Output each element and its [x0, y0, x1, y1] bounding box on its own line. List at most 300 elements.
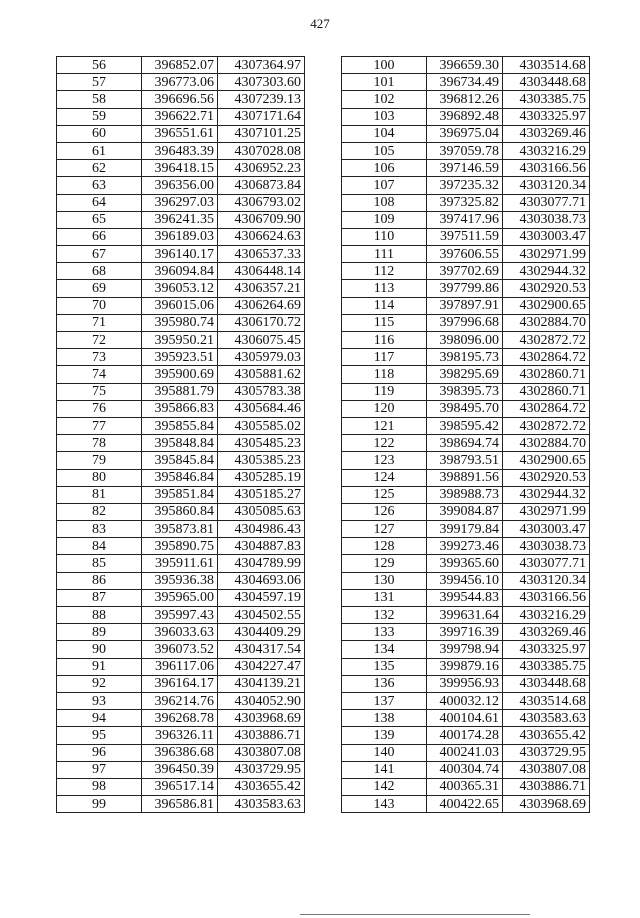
x-coordinate-cell: 398891.56	[427, 469, 503, 486]
y-coordinate-cell: 4306170.72	[218, 314, 305, 331]
table-row	[57, 452, 305, 469]
point-number-cell: 120	[342, 400, 427, 417]
x-coordinate-cell: 400174.28	[427, 727, 503, 744]
point-number-cell: 107	[342, 177, 427, 194]
point-number-cell: 111	[342, 246, 427, 263]
y-coordinate-cell: 4305085.63	[218, 503, 305, 520]
table-row	[342, 572, 590, 589]
x-coordinate-cell: 395860.84	[142, 503, 218, 520]
point-number-cell: 104	[342, 125, 427, 142]
table-row	[57, 366, 305, 383]
x-coordinate-cell: 396033.63	[142, 624, 218, 641]
table-row	[57, 228, 305, 245]
point-number-cell: 63	[57, 177, 142, 194]
table-row	[57, 675, 305, 692]
point-number-cell: 84	[57, 538, 142, 555]
y-coordinate-cell: 4303385.75	[503, 91, 590, 108]
point-number-cell: 61	[57, 142, 142, 159]
x-coordinate-cell: 397897.91	[427, 297, 503, 314]
point-number-cell: 64	[57, 194, 142, 211]
x-coordinate-cell: 399798.94	[427, 641, 503, 658]
x-coordinate-cell: 396241.35	[142, 211, 218, 228]
point-number-cell: 122	[342, 435, 427, 452]
y-coordinate-cell: 4303120.34	[503, 177, 590, 194]
point-number-cell: 93	[57, 692, 142, 709]
table-row	[57, 125, 305, 142]
y-coordinate-cell: 4307303.60	[218, 74, 305, 91]
y-coordinate-cell: 4303325.97	[503, 108, 590, 125]
point-number-cell: 110	[342, 228, 427, 245]
table-row	[57, 778, 305, 795]
y-coordinate-cell: 4302872.72	[503, 332, 590, 349]
y-coordinate-cell: 4305185.27	[218, 486, 305, 503]
y-coordinate-cell: 4302900.65	[503, 452, 590, 469]
point-number-cell: 77	[57, 417, 142, 434]
x-coordinate-cell: 398395.73	[427, 383, 503, 400]
x-coordinate-cell: 396852.07	[142, 57, 218, 74]
table-row	[342, 280, 590, 297]
y-coordinate-cell: 4303120.34	[503, 572, 590, 589]
table-row	[342, 727, 590, 744]
table-row	[57, 469, 305, 486]
table-row	[342, 400, 590, 417]
point-number-cell: 75	[57, 383, 142, 400]
table-row	[342, 692, 590, 709]
y-coordinate-cell: 4303038.73	[503, 538, 590, 555]
point-number-cell: 132	[342, 607, 427, 624]
point-number-cell: 91	[57, 658, 142, 675]
point-number-cell: 100	[342, 57, 427, 74]
x-coordinate-cell: 398694.74	[427, 435, 503, 452]
point-number-cell: 138	[342, 710, 427, 727]
x-coordinate-cell: 395923.51	[142, 349, 218, 366]
table-row	[342, 503, 590, 520]
x-coordinate-cell: 398096.00	[427, 332, 503, 349]
x-coordinate-cell: 399456.10	[427, 572, 503, 589]
x-coordinate-cell: 396622.71	[142, 108, 218, 125]
x-coordinate-cell: 395936.38	[142, 572, 218, 589]
table-row	[57, 589, 305, 606]
table-row	[57, 658, 305, 675]
y-coordinate-cell: 4305979.03	[218, 349, 305, 366]
y-coordinate-cell: 4302944.32	[503, 263, 590, 280]
x-coordinate-cell: 395900.69	[142, 366, 218, 383]
point-number-cell: 65	[57, 211, 142, 228]
point-number-cell: 113	[342, 280, 427, 297]
x-coordinate-cell: 397702.69	[427, 263, 503, 280]
point-number-cell: 69	[57, 280, 142, 297]
x-coordinate-cell: 396812.26	[427, 91, 503, 108]
x-coordinate-cell: 399716.39	[427, 624, 503, 641]
point-number-cell: 135	[342, 658, 427, 675]
table-row	[57, 263, 305, 280]
table-row	[342, 778, 590, 795]
point-number-cell: 66	[57, 228, 142, 245]
y-coordinate-cell: 4305881.62	[218, 366, 305, 383]
table-row	[57, 160, 305, 177]
point-number-cell: 57	[57, 74, 142, 91]
table-row	[57, 710, 305, 727]
point-number-cell: 76	[57, 400, 142, 417]
y-coordinate-cell: 4303886.71	[503, 778, 590, 795]
x-coordinate-cell: 397799.86	[427, 280, 503, 297]
y-coordinate-cell: 4302864.72	[503, 400, 590, 417]
table-row	[342, 417, 590, 434]
table-row	[342, 211, 590, 228]
y-coordinate-cell: 4302860.71	[503, 383, 590, 400]
y-coordinate-cell: 4304409.29	[218, 624, 305, 641]
table-row	[342, 796, 590, 813]
y-coordinate-cell: 4302920.53	[503, 469, 590, 486]
y-coordinate-cell: 4302920.53	[503, 280, 590, 297]
x-coordinate-cell: 397325.82	[427, 194, 503, 211]
table-row	[342, 366, 590, 383]
x-coordinate-cell: 398295.69	[427, 366, 503, 383]
point-number-cell: 106	[342, 160, 427, 177]
point-number-cell: 60	[57, 125, 142, 142]
table-row	[57, 572, 305, 589]
x-coordinate-cell: 395866.83	[142, 400, 218, 417]
y-coordinate-cell: 4307171.64	[218, 108, 305, 125]
x-coordinate-cell: 396696.56	[142, 91, 218, 108]
table-row	[342, 91, 590, 108]
x-coordinate-cell: 396189.03	[142, 228, 218, 245]
table-row	[57, 538, 305, 555]
point-number-cell: 80	[57, 469, 142, 486]
x-coordinate-cell: 396551.61	[142, 125, 218, 142]
table-row	[342, 194, 590, 211]
x-coordinate-cell: 395965.00	[142, 589, 218, 606]
y-coordinate-cell: 4306264.69	[218, 297, 305, 314]
x-coordinate-cell: 396734.49	[427, 74, 503, 91]
y-coordinate-cell: 4303729.95	[218, 761, 305, 778]
point-number-cell: 90	[57, 641, 142, 658]
y-coordinate-cell: 4302864.72	[503, 349, 590, 366]
table-row	[342, 297, 590, 314]
table-row	[57, 108, 305, 125]
y-coordinate-cell: 4302860.71	[503, 366, 590, 383]
coordinates-table-right	[341, 56, 590, 813]
y-coordinate-cell: 4302884.70	[503, 435, 590, 452]
x-coordinate-cell: 399084.87	[427, 503, 503, 520]
point-number-cell: 74	[57, 366, 142, 383]
table-row	[342, 521, 590, 538]
x-coordinate-cell: 396140.17	[142, 246, 218, 263]
x-coordinate-cell: 396297.03	[142, 194, 218, 211]
y-coordinate-cell: 4303385.75	[503, 658, 590, 675]
table-row	[342, 383, 590, 400]
table-row	[57, 796, 305, 813]
x-coordinate-cell: 397146.59	[427, 160, 503, 177]
point-number-cell: 143	[342, 796, 427, 813]
x-coordinate-cell: 396015.06	[142, 297, 218, 314]
table-row	[342, 538, 590, 555]
point-number-cell: 67	[57, 246, 142, 263]
point-number-cell: 97	[57, 761, 142, 778]
y-coordinate-cell: 4303514.68	[503, 692, 590, 709]
y-coordinate-cell: 4305684.46	[218, 400, 305, 417]
point-number-cell: 78	[57, 435, 142, 452]
point-number-cell: 88	[57, 607, 142, 624]
x-coordinate-cell: 396450.39	[142, 761, 218, 778]
x-coordinate-cell: 400241.03	[427, 744, 503, 761]
y-coordinate-cell: 4306873.84	[218, 177, 305, 194]
point-number-cell: 124	[342, 469, 427, 486]
x-coordinate-cell: 395848.84	[142, 435, 218, 452]
y-coordinate-cell: 4303807.08	[503, 761, 590, 778]
x-coordinate-cell: 400032.12	[427, 692, 503, 709]
point-number-cell: 134	[342, 641, 427, 658]
x-coordinate-cell: 395997.43	[142, 607, 218, 624]
table-row	[57, 692, 305, 709]
table-row	[57, 142, 305, 159]
x-coordinate-cell: 400422.65	[427, 796, 503, 813]
point-number-cell: 71	[57, 314, 142, 331]
y-coordinate-cell: 4302971.99	[503, 503, 590, 520]
table-row	[342, 314, 590, 331]
x-coordinate-cell: 398195.73	[427, 349, 503, 366]
point-number-cell: 62	[57, 160, 142, 177]
x-coordinate-cell: 398495.70	[427, 400, 503, 417]
table-row	[342, 177, 590, 194]
table-row	[342, 607, 590, 624]
x-coordinate-cell: 395890.75	[142, 538, 218, 555]
x-coordinate-cell: 396483.39	[142, 142, 218, 159]
y-coordinate-cell: 4303886.71	[218, 727, 305, 744]
x-coordinate-cell: 396356.00	[142, 177, 218, 194]
y-coordinate-cell: 4303077.71	[503, 555, 590, 572]
x-coordinate-cell: 396659.30	[427, 57, 503, 74]
y-coordinate-cell: 4306357.21	[218, 280, 305, 297]
table-row	[57, 91, 305, 108]
x-coordinate-cell: 395855.84	[142, 417, 218, 434]
page-number: 427	[310, 16, 330, 31]
x-coordinate-cell: 396586.81	[142, 796, 218, 813]
point-number-cell: 82	[57, 503, 142, 520]
table-row	[57, 435, 305, 452]
x-coordinate-cell: 395846.84	[142, 469, 218, 486]
table-row	[57, 74, 305, 91]
table-row	[342, 349, 590, 366]
table-row	[57, 744, 305, 761]
x-coordinate-cell: 398988.73	[427, 486, 503, 503]
x-coordinate-cell: 397059.78	[427, 142, 503, 159]
y-coordinate-cell: 4303003.47	[503, 521, 590, 538]
y-coordinate-cell: 4303583.63	[218, 796, 305, 813]
x-coordinate-cell: 396117.06	[142, 658, 218, 675]
table-row	[57, 211, 305, 228]
table-row	[57, 349, 305, 366]
x-coordinate-cell: 400104.61	[427, 710, 503, 727]
x-coordinate-cell: 395851.84	[142, 486, 218, 503]
x-coordinate-cell: 399179.84	[427, 521, 503, 538]
y-coordinate-cell: 4305285.19	[218, 469, 305, 486]
point-number-cell: 87	[57, 589, 142, 606]
y-coordinate-cell: 4304227.47	[218, 658, 305, 675]
table-row	[57, 297, 305, 314]
point-number-cell: 127	[342, 521, 427, 538]
x-coordinate-cell: 396517.14	[142, 778, 218, 795]
y-coordinate-cell: 4303968.69	[503, 796, 590, 813]
x-coordinate-cell: 399956.93	[427, 675, 503, 692]
point-number-cell: 105	[342, 142, 427, 159]
table-row	[342, 658, 590, 675]
y-coordinate-cell: 4303166.56	[503, 160, 590, 177]
x-coordinate-cell: 395980.74	[142, 314, 218, 331]
point-number-cell: 121	[342, 417, 427, 434]
y-coordinate-cell: 4303448.68	[503, 675, 590, 692]
point-number-cell: 128	[342, 538, 427, 555]
point-number-cell: 81	[57, 486, 142, 503]
x-coordinate-cell: 396326.11	[142, 727, 218, 744]
y-coordinate-cell: 4303514.68	[503, 57, 590, 74]
table-row	[57, 314, 305, 331]
x-coordinate-cell: 397996.68	[427, 314, 503, 331]
point-number-cell: 102	[342, 91, 427, 108]
point-number-cell: 118	[342, 366, 427, 383]
table-row	[57, 332, 305, 349]
table-row	[342, 675, 590, 692]
table-row	[57, 383, 305, 400]
y-coordinate-cell: 4306448.14	[218, 263, 305, 280]
table-row	[342, 744, 590, 761]
x-coordinate-cell: 395873.81	[142, 521, 218, 538]
table-row	[342, 142, 590, 159]
x-coordinate-cell: 396892.48	[427, 108, 503, 125]
y-coordinate-cell: 4304597.19	[218, 589, 305, 606]
table-row	[57, 555, 305, 572]
y-coordinate-cell: 4303655.42	[218, 778, 305, 795]
table-row	[342, 761, 590, 778]
point-number-cell: 112	[342, 263, 427, 280]
y-coordinate-cell: 4303216.29	[503, 142, 590, 159]
y-coordinate-cell: 4307028.08	[218, 142, 305, 159]
y-coordinate-cell: 4303003.47	[503, 228, 590, 245]
y-coordinate-cell: 4302944.32	[503, 486, 590, 503]
point-number-cell: 70	[57, 297, 142, 314]
point-number-cell: 83	[57, 521, 142, 538]
point-number-cell: 73	[57, 349, 142, 366]
y-coordinate-cell: 4304986.43	[218, 521, 305, 538]
point-number-cell: 123	[342, 452, 427, 469]
point-number-cell: 108	[342, 194, 427, 211]
y-coordinate-cell: 4302884.70	[503, 314, 590, 331]
point-number-cell: 98	[57, 778, 142, 795]
y-coordinate-cell: 4306952.23	[218, 160, 305, 177]
table-row	[342, 452, 590, 469]
point-number-cell: 115	[342, 314, 427, 331]
point-number-cell: 129	[342, 555, 427, 572]
point-number-cell: 126	[342, 503, 427, 520]
x-coordinate-cell: 397511.59	[427, 228, 503, 245]
y-coordinate-cell: 4305585.02	[218, 417, 305, 434]
y-coordinate-cell: 4302872.72	[503, 417, 590, 434]
point-number-cell: 94	[57, 710, 142, 727]
point-number-cell: 89	[57, 624, 142, 641]
y-coordinate-cell: 4302971.99	[503, 246, 590, 263]
table-row	[57, 641, 305, 658]
x-coordinate-cell: 396975.04	[427, 125, 503, 142]
x-coordinate-cell: 395950.21	[142, 332, 218, 349]
x-coordinate-cell: 396073.52	[142, 641, 218, 658]
point-number-cell: 131	[342, 589, 427, 606]
x-coordinate-cell: 396164.17	[142, 675, 218, 692]
table-row	[57, 607, 305, 624]
y-coordinate-cell: 4303655.42	[503, 727, 590, 744]
table-row	[57, 624, 305, 641]
x-coordinate-cell: 400365.31	[427, 778, 503, 795]
point-number-cell: 99	[57, 796, 142, 813]
table-row	[342, 74, 590, 91]
y-coordinate-cell: 4304139.21	[218, 675, 305, 692]
y-coordinate-cell: 4304887.83	[218, 538, 305, 555]
table-row	[57, 417, 305, 434]
point-number-cell: 85	[57, 555, 142, 572]
coordinates-table-left	[56, 56, 305, 813]
x-coordinate-cell: 399273.46	[427, 538, 503, 555]
table-row	[57, 57, 305, 74]
x-coordinate-cell: 396053.12	[142, 280, 218, 297]
table-row	[57, 280, 305, 297]
y-coordinate-cell: 4303448.68	[503, 74, 590, 91]
x-coordinate-cell: 398595.42	[427, 417, 503, 434]
x-coordinate-cell: 395911.61	[142, 555, 218, 572]
y-coordinate-cell: 4307364.97	[218, 57, 305, 74]
y-coordinate-cell: 4305385.23	[218, 452, 305, 469]
point-number-cell: 116	[342, 332, 427, 349]
point-number-cell: 95	[57, 727, 142, 744]
point-number-cell: 130	[342, 572, 427, 589]
point-number-cell: 92	[57, 675, 142, 692]
point-number-cell: 125	[342, 486, 427, 503]
point-number-cell: 56	[57, 57, 142, 74]
y-coordinate-cell: 4303729.95	[503, 744, 590, 761]
table-row	[57, 246, 305, 263]
x-coordinate-cell: 399365.60	[427, 555, 503, 572]
table-row	[57, 486, 305, 503]
y-coordinate-cell: 4303269.46	[503, 125, 590, 142]
point-number-cell: 103	[342, 108, 427, 125]
y-coordinate-cell: 4304317.54	[218, 641, 305, 658]
table-row	[342, 125, 590, 142]
x-coordinate-cell: 399631.64	[427, 607, 503, 624]
y-coordinate-cell: 4303807.08	[218, 744, 305, 761]
y-coordinate-cell: 4307101.25	[218, 125, 305, 142]
y-coordinate-cell: 4304502.55	[218, 607, 305, 624]
table-row	[342, 641, 590, 658]
y-coordinate-cell: 4307239.13	[218, 91, 305, 108]
point-number-cell: 140	[342, 744, 427, 761]
point-number-cell: 72	[57, 332, 142, 349]
point-number-cell: 141	[342, 761, 427, 778]
y-coordinate-cell: 4303038.73	[503, 211, 590, 228]
table-row	[57, 177, 305, 194]
point-number-cell: 133	[342, 624, 427, 641]
y-coordinate-cell: 4303216.29	[503, 607, 590, 624]
point-number-cell: 142	[342, 778, 427, 795]
table-row	[342, 555, 590, 572]
point-number-cell: 68	[57, 263, 142, 280]
y-coordinate-cell: 4302900.65	[503, 297, 590, 314]
point-number-cell: 137	[342, 692, 427, 709]
point-number-cell: 58	[57, 91, 142, 108]
table-row	[342, 624, 590, 641]
x-coordinate-cell: 396773.06	[142, 74, 218, 91]
x-coordinate-cell: 397235.32	[427, 177, 503, 194]
x-coordinate-cell: 398793.51	[427, 452, 503, 469]
point-number-cell: 109	[342, 211, 427, 228]
table-row	[342, 486, 590, 503]
